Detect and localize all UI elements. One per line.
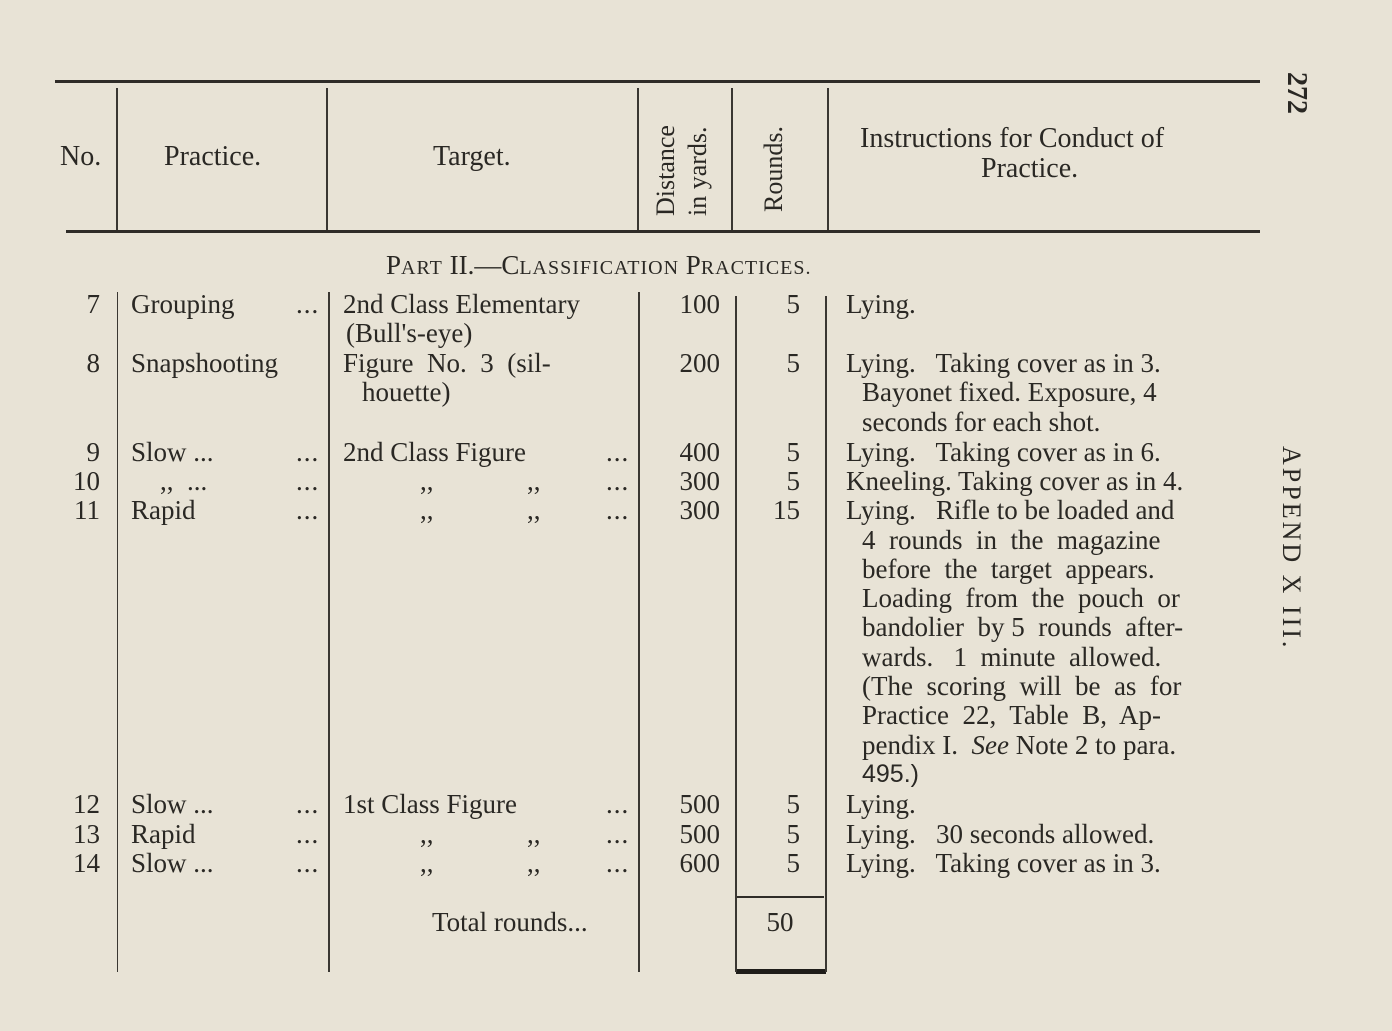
row-13-practice: Rapid xyxy=(131,819,196,849)
col-header-practice: Practice. xyxy=(164,141,262,172)
row-13-ditto-2: ,, xyxy=(527,819,541,849)
col-header-no: No. xyxy=(60,141,102,172)
row-13-leader: ... xyxy=(296,819,320,849)
row-12-practice: Slow ... xyxy=(131,789,214,819)
row-7-leader: ... xyxy=(296,289,320,319)
row-9-distance: 400 xyxy=(679,437,720,467)
row-7-no: 7 xyxy=(86,289,100,319)
col-header-instructions-2: Practice. xyxy=(981,153,1079,184)
row-10-no: 10 xyxy=(73,466,100,496)
body-divider-5 xyxy=(825,296,827,972)
row-11-instructions-10: 495.) xyxy=(862,760,919,788)
row-13-ditto-1: ,, xyxy=(420,819,434,849)
row-11-instructions-2: 4 rounds in the magazine xyxy=(862,525,1161,555)
row-7-target-1: 2nd Class Elementary xyxy=(343,289,580,319)
row-10-practice: ,, ... xyxy=(160,466,208,496)
row-8-instructions-2: Bayonet fixed. Exposure, 4 xyxy=(862,377,1157,407)
row-11-target-leader: ... xyxy=(606,495,630,525)
row-13-no: 13 xyxy=(73,819,100,849)
row-11-instructions-3: before the target appears. xyxy=(862,554,1155,584)
header-divider-2 xyxy=(326,88,328,230)
row-10-target-leader: ... xyxy=(606,466,630,496)
row-14-no: 14 xyxy=(73,848,100,878)
row-11-instructions-7: (The scoring will be as for xyxy=(862,671,1182,701)
row-14-leader: ... xyxy=(296,848,320,878)
row-9-leader: ... xyxy=(296,437,320,467)
col-header-rounds: Rounds. xyxy=(759,126,788,212)
col-header-distance-1: Distance xyxy=(651,125,680,216)
row-14-ditto-2: ,, xyxy=(527,848,541,878)
row-13-instructions-1: Lying. 30 seconds allowed. xyxy=(846,819,1155,849)
row-14-practice: Slow ... xyxy=(131,848,214,878)
row-10-leader: ... xyxy=(296,466,320,496)
row-11-ditto-2: ,, xyxy=(527,495,541,525)
row-11-instructions-8: Practice 22, Table B, Ap- xyxy=(862,700,1162,730)
row-11-rounds: 15 xyxy=(773,495,800,525)
body-divider-3 xyxy=(638,292,640,972)
row-11-leader: ... xyxy=(296,495,320,525)
row-11-instructions-9: pendix I. See Note 2 to para. xyxy=(862,730,1177,760)
running-title: APPEND X III. xyxy=(1277,446,1306,651)
row-8-target-2: houette) xyxy=(362,377,451,407)
row-10-ditto-1: ,, xyxy=(420,466,434,496)
part-title: PART II.—CLASSIFICATION PRACTICES. xyxy=(386,250,812,280)
row-14-instructions-1: Lying. Taking cover as in 3. xyxy=(846,848,1161,878)
row-12-distance: 500 xyxy=(679,789,720,819)
row-8-instructions-1: Lying. Taking cover as in 3. xyxy=(846,348,1161,378)
row-12-target: 1st Class Figure xyxy=(343,789,518,819)
row-13-rounds: 5 xyxy=(786,819,800,849)
row-10-ditto-2: ,, xyxy=(527,466,541,496)
row-8-instructions-3: seconds for each shot. xyxy=(862,407,1101,437)
row-7-instructions-1: Lying. xyxy=(846,289,916,319)
row-11-distance: 300 xyxy=(679,495,720,525)
row-11-instructions-6: wards. 1 minute allowed. xyxy=(862,642,1162,672)
total-double-rule xyxy=(736,969,826,974)
row-11-instructions-4: Loading from the pouch or xyxy=(862,583,1180,613)
header-divider-3 xyxy=(637,88,639,230)
row-7-practice: Grouping xyxy=(131,289,235,319)
row-9-no: 9 xyxy=(86,437,100,467)
row-11-practice: Rapid xyxy=(131,495,196,525)
body-divider-2 xyxy=(328,292,330,972)
row-8-no: 8 xyxy=(86,348,100,378)
row-13-distance: 500 xyxy=(679,819,720,849)
row-12-rounds: 5 xyxy=(786,789,800,819)
row-8-practice: Snapshooting xyxy=(131,348,279,378)
row-10-distance: 300 xyxy=(679,466,720,496)
col-header-target: Target. xyxy=(433,141,511,172)
row-9-target-leader: ... xyxy=(606,437,630,467)
row-9-practice: Slow ... xyxy=(131,437,214,467)
total-rule xyxy=(736,896,824,898)
row-7-rounds: 5 xyxy=(786,289,800,319)
row-13-target-leader: ... xyxy=(606,819,630,849)
row-14-ditto-1: ,, xyxy=(420,848,434,878)
row-12-leader: ... xyxy=(296,789,320,819)
body-divider-4 xyxy=(735,296,737,972)
row-10-instructions-1: Kneeling. Taking cover as in 4. xyxy=(846,466,1184,496)
row-11-instructions-5: bandolier by 5 rounds after- xyxy=(862,612,1184,642)
row-10-rounds: 5 xyxy=(786,466,800,496)
row-12-target-leader: ... xyxy=(606,789,630,819)
header-divider-1 xyxy=(116,88,118,230)
row-8-target-1: Figure No. 3 (sil- xyxy=(343,348,551,378)
body-divider-1 xyxy=(117,292,118,972)
row-9-target: 2nd Class Figure xyxy=(343,437,527,467)
row-9-rounds: 5 xyxy=(786,437,800,467)
row-14-target-leader: ... xyxy=(606,848,630,878)
row-9-instructions-1: Lying. Taking cover as in 6. xyxy=(846,437,1161,467)
header-divider-5 xyxy=(827,88,829,230)
row-8-rounds: 5 xyxy=(786,348,800,378)
total-rounds-value: 50 xyxy=(766,907,794,937)
row-12-instructions-1: Lying. xyxy=(846,789,916,819)
row-11-ditto-1: ,, xyxy=(420,495,434,525)
row-12-no: 12 xyxy=(73,789,100,819)
header-bottom-rule xyxy=(66,230,1260,233)
row-7-distance: 100 xyxy=(679,289,720,319)
header-divider-4 xyxy=(731,88,733,230)
col-header-instructions-1: Instructions for Conduct of xyxy=(860,123,1165,154)
row-11-instructions-1: Lying. Rifle to be loaded and xyxy=(846,495,1175,525)
row-14-distance: 600 xyxy=(679,848,720,878)
row-14-rounds: 5 xyxy=(786,848,800,878)
total-label: Total rounds... xyxy=(432,907,588,937)
row-11-no: 11 xyxy=(74,495,100,525)
row-7-target-2: (Bull's-eye) xyxy=(346,318,473,348)
top-rule xyxy=(55,80,1260,83)
row-8-distance: 200 xyxy=(679,348,720,378)
col-header-distance-2: in yards. xyxy=(683,126,712,216)
page-number: 272 xyxy=(1281,72,1312,114)
